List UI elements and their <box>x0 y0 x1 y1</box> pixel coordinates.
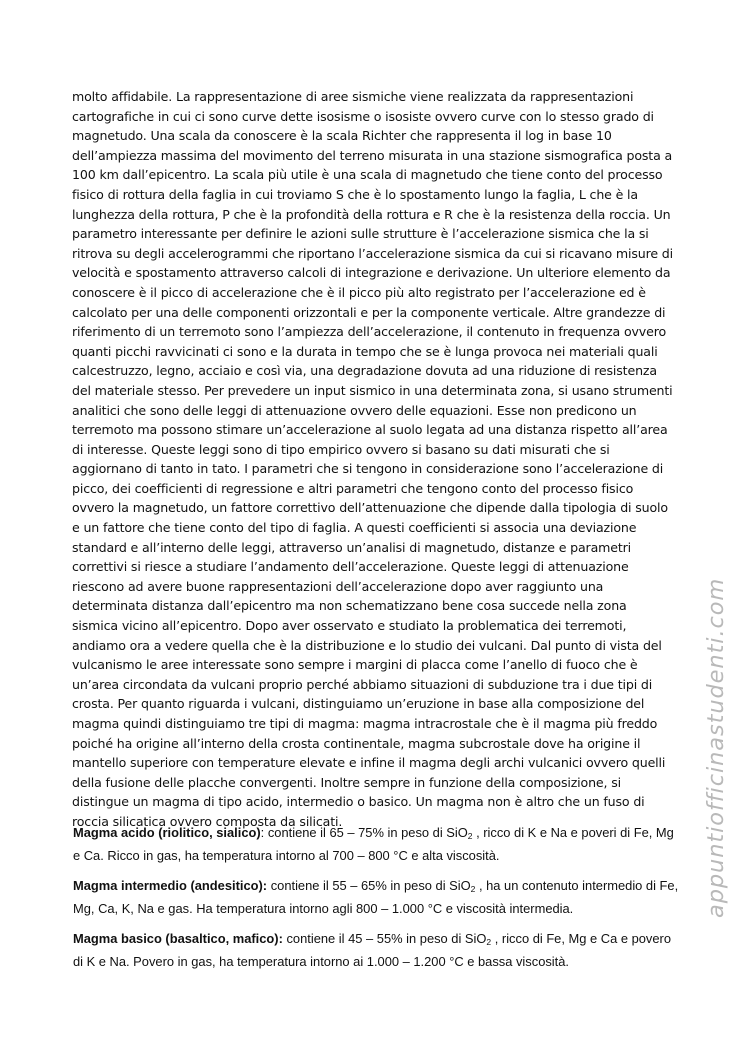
magma-basico-paragraph <box>73 927 683 973</box>
magma-basico-subscript: 2 <box>486 937 492 947</box>
magma-acido-subscript: 2 <box>467 831 473 841</box>
magma-intermedio-subscript: 2 <box>470 884 476 894</box>
magma-intermedio-text-post: , ha un contenuto intermedio di Fe, Mg, Ca, K, Na e gas. Ha temperatura intorno agli 800 – 1.000 °C e viscosità intermedia. <box>73 878 679 916</box>
body-paragraph: molto affidabile. La rappresentazione di aree sismiche viene realizzata da rappresentazioni cartografiche in cui ci sono curve dette isosisme o isosiste ovvero curve con lo stesso grado di magnetudo. Una scala da conoscere è la scala Richter che rappresenta il log in base 10 dell’ampiezza massima del movimento del terreno misurata in una stazione sismografica posta a 100 km dall’epicentro. La scala più utile è una scala di magnetudo che tiene conto del processo fisico di rottura della faglia in cui troviamo S che è lo spostamento lungo la faglia, L che è la lunghezza della rottura, P che è la profondità della rottura e R che è la resistenza della roccia. Un parametro interessante per definire le azioni sulle strutture è l’accelerazione sismica che la si ritrova su degli accelerogrammi che riportano l’accelerazione sismica da cui si ricavano misure di velocità e spostamento attraverso calcoli di integrazione e derivazione. Un ulteriore elemento da conoscere è il picco di accelerazione che è il picco più alto registrato per l’accelerazione ed è calcolato per una delle componenti orizzontali e per la componente verticale. Altre grandezze di riferimento di un terremoto sono l’ampiezza dell’accelerazione, il contenuto in frequenza ovvero quanti picchi ravvicinati ci sono e la durata in tempo che se è lunga provoca nei materiali quali calcestruzzo, legno, acciaio e così via, una degradazione dovuta ad una riduzione di resistenza del materiale stesso. Per prevedere un input sismico in una determinata zona, si usano strumenti analitici che sono delle leggi di attenuazione ovvero delle equazioni. Esse non predicono un terremoto ma possono stimare un’accelerazione al suolo legata ad una distanza rispetto all’area di interesse. Queste leggi sono di tipo empirico ovvero si basano su dati misurati che si aggiornano di tanto in tato. I parametri che si tengono in considerazione sono l’accelerazione di picco, dei coefficienti di regressione e altri parametri che tengono conto del processo fisico ovvero la magnetudo, un fattore correttivo dell’attenuazione che dipende dalla tipologia di suolo e un fattore che tiene conto del tipo di faglia. A questi coefficienti si associa una deviazione standard e all’interno delle leggi, attraverso un’analisi di magnetudo, distanze e parametri correttivi si riesce a studiare l’andamento dell’accelerazione. Queste leggi di attenuazione riescono ad avere buone rappresentazioni dell’accelerazione dopo aver raggiunto una determinata distanza dall’epicentro ma non schematizzano bene cosa succede nella zona sismica vicino all’epicentro. Dopo aver osservato e studiato la problematica dei terremoti, andiamo ora a vedere quella che è la distribuzione e lo studio dei vulcani. Dal punto di vista del vulcanismo le aree interessate sono sempre i margini di placca come l’anello di fuoco che è un’area circondata da vulcani proprio perché abbiamo situazioni di subduzione tra i due tipi di crosta. Per quanto riguarda i vulcani, distinguiamo un’eruzione in base alla composizione del magma quindi distinguiamo tre tipi di magma: magma intracrostale che è il magma più freddo poiché ha origine all’interno della crosta continentale, magma subcrostale dove ha origine il mantello superiore con temperature elevate e infine il magma degli archi vulcanici ovvero quelli della fusione delle placche convergenti. Inoltre sempre in funzione della composizione, si distingue un magma di tipo acido, intermedio o basico. Un magma non è altro che un fuso di roccia silicatica ovvero composta da silicati. <box>72 89 673 829</box>
site-watermark: appuntiofficinastudenti.com <box>703 577 729 918</box>
magma-acido-paragraph <box>73 821 683 867</box>
magma-acido-text-post: , ricco di K e Na e poveri di Fe, Mg e Ca. Ricco in gas, ha temperatura intorno al 700 – 800 °C e alta viscosità. <box>73 825 674 863</box>
magma-basico-text-pre: contiene il 45 – 55% in peso di SiO <box>286 931 487 946</box>
magma-basico-text-post: , ricco di Fe, Mg e Ca e povero di K e Na. Povero in gas, ha temperatura intorno ai 1.000 – 1.200 °C e bassa viscosità. <box>73 931 671 969</box>
magma-intermedio-paragraph <box>73 874 683 920</box>
magma-acido-sep: : <box>260 825 268 840</box>
magma-basico-title: Magma basico (basaltico, mafico): <box>73 931 283 946</box>
magma-intermedio-title: Magma intermedio (andesitico): <box>73 878 268 893</box>
magma-intermedio-text-pre: contiene il 55 – 65% in peso di SiO <box>270 878 471 893</box>
magma-acido-text-pre: contiene il 65 – 75% in peso di SiO <box>267 825 468 840</box>
magma-acido-title: Magma acido (riolitico, sialico) <box>73 825 261 840</box>
